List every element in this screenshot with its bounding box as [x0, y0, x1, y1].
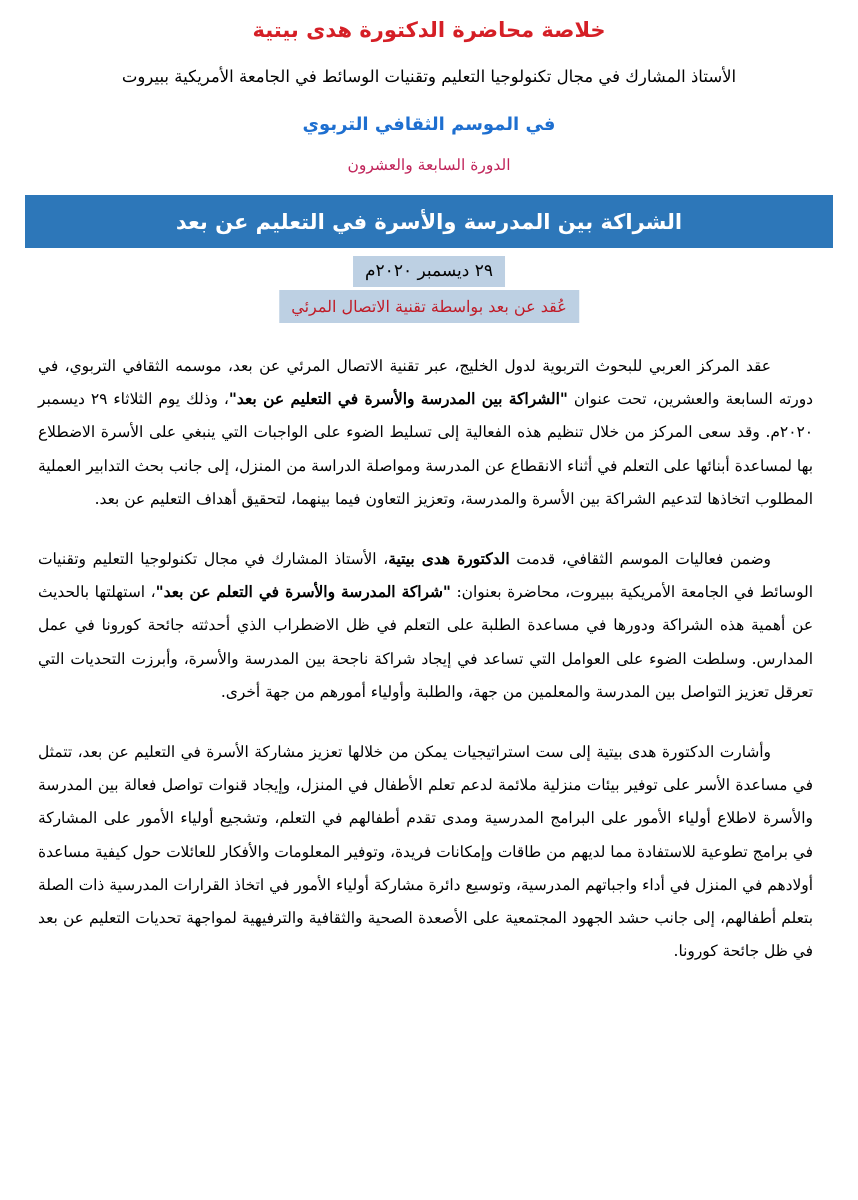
season-heading: في الموسم الثقافي التربوي — [302, 114, 556, 135]
speaker-affiliation: الأستاذ المشارك في مجال تكنولوجيا التعليم وتقنيات الوسائط في الجامعة الأمريكية ببيروت — [121, 67, 737, 86]
article-body — [38, 350, 813, 995]
document-title: خلاصة محاضرة الدكتورة هدى بيتية — [252, 18, 606, 42]
paragraph-text: ، وذلك يوم الثلاثاء ٢٩ ديسمبر ٢٠٢٠م. وقد سعى المركز من خلال تنظيم هذه الفعالية إلى تسليط الضوء على الواجبات التي ينبغي على الأسرة الاضطلاع بها لمساعدة أبنائها على التعلم في أثناء الانقطاع عن المدرسة ومواصلة الدراسة من المنزل، إلى جانب بحث التدابير العملية المطلوب اتخاذها لتدعيم الشراكة بين الأسرة والمدرسة، وتعزيز التعاون فيما بينهما، لتحقيق أهداف التعليم عن بعد. — [38, 390, 813, 508]
event-format-note: عُقد عن بعد بواسطة تقنية الاتصال المرئي — [279, 290, 579, 323]
topic-banner-text: الشراكة بين المدرسة والأسرة في التعليم عن بعد — [175, 209, 683, 234]
paragraph-bold-text: "شراكة المدرسة والأسرة في التعلم عن بعد" — [155, 583, 451, 602]
paragraph-bold-text: "الشراكة بين المدرسة والأسرة في التعليم عن بعد" — [228, 390, 568, 409]
paragraph-text: ، استهلتها بالحديث عن أهمية هذه الشراكة ودورها في مساعدة الطلبة على التعلم في ظل الاضطراب الذي أحدثته جائحة كورونا في عمل المدارس. وسلطت الضوء على العوامل التي تساعد في إيجاد شراكة ناجحة بين المدرسة والأسرة، وأبرزت التحديات التي تعرقل تعزيز التواصل بين المدرسة والمعلمين من جهة، والطلبة وأولياء أمورهم من جهة أخرى. — [38, 583, 813, 701]
paragraph-3 — [38, 736, 813, 968]
session-label: الدورة السابعة والعشرون — [347, 156, 511, 174]
paragraph-text: ، الأستاذ المشارك في مجال تكنولوجيا التعليم وتقنيات الوسائط في الجامعة الأمريكية ببيروت، محاضرة بعنوان: — [38, 550, 813, 602]
event-date: ٢٩ ديسمبر ٢٠٢٠م — [353, 256, 505, 287]
paragraph-bold-text: الدكتورة هدى بيتية — [388, 550, 510, 569]
paragraph-2 — [38, 543, 813, 709]
paragraph-text: وأشارت الدكتورة هدى بيتية إلى ست استراتيجيات يمكن من خلالها تعزيز مشاركة الأسرة في التعليم عن بعد، تتمثل في مساعدة الأسر على توفير بيئات منزلية ملائمة لدعم تعلم الأطفال في المنزل، وإيجاد قنوات تواصل فعالة بين المدرسة والأسرة لاطلاع أولياء الأمور على البرامج المدرسية ومدى تقدم أطفالهم في التعلم، وتشجيع أولياء الأمور على المشاركة في برامج تطوعية للاستفادة مما لديهم من طاقات وإمكانات فريدة، وتوفير المعلومات والأفكار للعائلات حول كيفية مساعدة أولادهم في المنزل في أداء واجباتهم المدرسية، وتوسيع دائرة مشاركة أولياء الأمور في اتخاذ القرارات المدرسية ذات الصلة بتعلم أطفالهم، إلى جانب حشد الجهود المجتمعية على الأصعدة الصحية والثقافية والترفيهية لمواجهة تحديات التعليم عن بعد في ظل جائحة كورونا. — [38, 743, 813, 961]
paragraph-1 — [38, 350, 813, 516]
paragraph-text: عقد المركز العربي للبحوث التربوية لدول الخليج، عبر تقنية الاتصال المرئي عن بعد، موسمه الثقافي التربوي، في دورته السابعة والعشرين، تحت عنوان — [38, 357, 813, 409]
paragraph-text: وضمن فعاليات الموسم الثقافي، قدمت — [509, 550, 771, 569]
topic-banner — [25, 195, 833, 248]
